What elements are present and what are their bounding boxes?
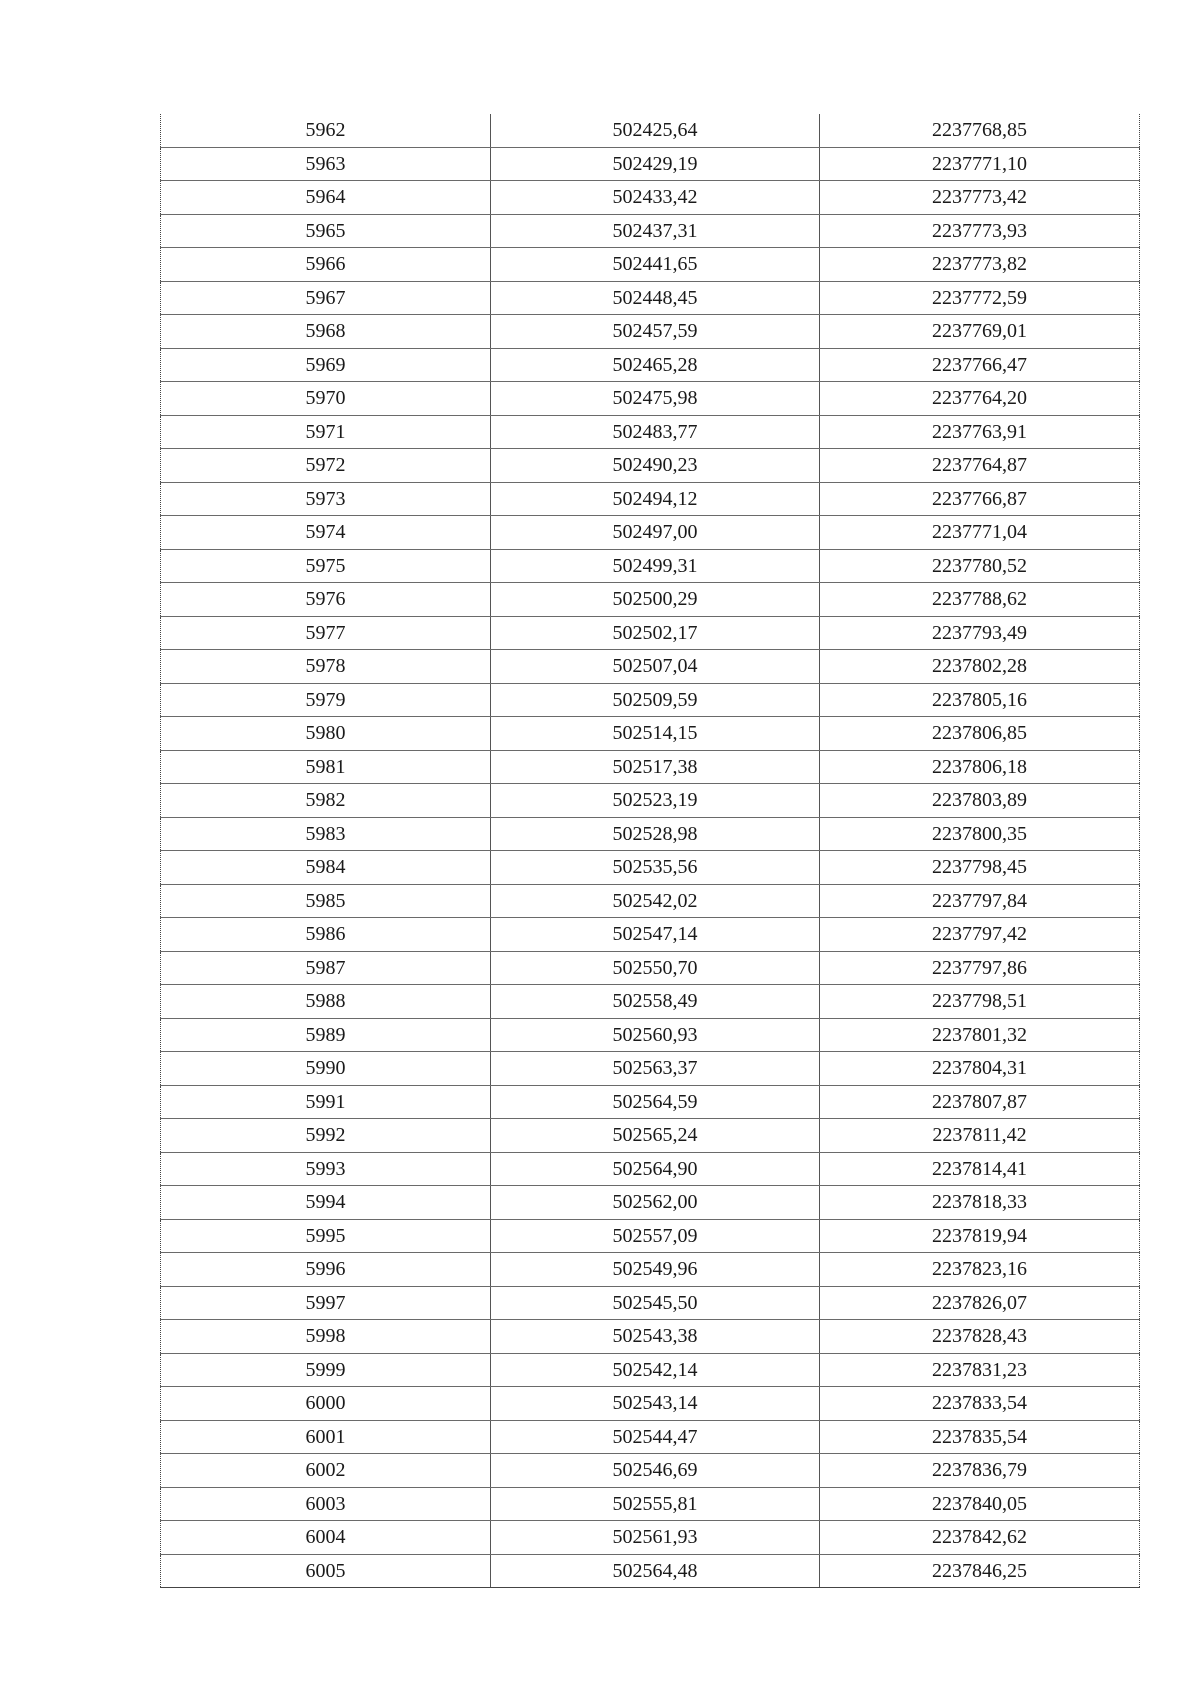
y-coordinate-cell: 2237806,18 <box>820 750 1140 784</box>
table-row <box>161 1521 1140 1555</box>
table-row <box>161 248 1140 282</box>
point-number-cell: 5980 <box>161 717 491 751</box>
y-coordinate-cell: 2237811,42 <box>820 1119 1140 1153</box>
y-coordinate-cell: 2237846,25 <box>820 1554 1140 1588</box>
y-coordinate-cell: 2237836,79 <box>820 1454 1140 1488</box>
x-coordinate-cell: 502542,02 <box>491 884 820 918</box>
table-row <box>161 1554 1140 1588</box>
table-row <box>161 1018 1140 1052</box>
x-coordinate-cell: 502448,45 <box>491 281 820 315</box>
y-coordinate-cell: 2237823,16 <box>820 1253 1140 1287</box>
y-coordinate-cell: 2237797,42 <box>820 918 1140 952</box>
table-row <box>161 114 1140 147</box>
table-row <box>161 516 1140 550</box>
x-coordinate-cell: 502433,42 <box>491 181 820 215</box>
x-coordinate-cell: 502564,90 <box>491 1152 820 1186</box>
y-coordinate-cell: 2237798,51 <box>820 985 1140 1019</box>
table-row <box>161 1320 1140 1354</box>
table-row <box>161 616 1140 650</box>
y-coordinate-cell: 2237807,87 <box>820 1085 1140 1119</box>
point-number-cell: 5983 <box>161 817 491 851</box>
point-number-cell: 5977 <box>161 616 491 650</box>
x-coordinate-cell: 502494,12 <box>491 482 820 516</box>
x-coordinate-cell: 502497,00 <box>491 516 820 550</box>
point-number-cell: 5974 <box>161 516 491 550</box>
point-number-cell: 5986 <box>161 918 491 952</box>
x-coordinate-cell: 502437,31 <box>491 214 820 248</box>
x-coordinate-cell: 502500,29 <box>491 583 820 617</box>
table-row <box>161 1387 1140 1421</box>
table-row <box>161 1119 1140 1153</box>
table-row <box>161 918 1140 952</box>
table-row <box>161 1052 1140 1086</box>
table-row <box>161 1353 1140 1387</box>
y-coordinate-cell: 2237769,01 <box>820 315 1140 349</box>
y-coordinate-cell: 2237826,07 <box>820 1286 1140 1320</box>
point-number-cell: 5987 <box>161 951 491 985</box>
point-number-cell: 5996 <box>161 1253 491 1287</box>
y-coordinate-cell: 2237800,35 <box>820 817 1140 851</box>
point-number-cell: 5976 <box>161 583 491 617</box>
point-number-cell: 5990 <box>161 1052 491 1086</box>
table-row <box>161 650 1140 684</box>
x-coordinate-cell: 502561,93 <box>491 1521 820 1555</box>
point-number-cell: 5999 <box>161 1353 491 1387</box>
x-coordinate-cell: 502509,59 <box>491 683 820 717</box>
y-coordinate-cell: 2237806,85 <box>820 717 1140 751</box>
x-coordinate-cell: 502564,48 <box>491 1554 820 1588</box>
y-coordinate-cell: 2237773,93 <box>820 214 1140 248</box>
table-row <box>161 382 1140 416</box>
y-coordinate-cell: 2237798,45 <box>820 851 1140 885</box>
point-number-cell: 5967 <box>161 281 491 315</box>
x-coordinate-cell: 502502,17 <box>491 616 820 650</box>
y-coordinate-cell: 2237818,33 <box>820 1186 1140 1220</box>
point-number-cell: 5970 <box>161 382 491 416</box>
x-coordinate-cell: 502543,38 <box>491 1320 820 1354</box>
table-row <box>161 147 1140 181</box>
y-coordinate-cell: 2237768,85 <box>820 114 1140 147</box>
table-row <box>161 583 1140 617</box>
point-number-cell: 5962 <box>161 114 491 147</box>
table-row <box>161 1085 1140 1119</box>
x-coordinate-cell: 502535,56 <box>491 851 820 885</box>
x-coordinate-cell: 502528,98 <box>491 817 820 851</box>
point-number-cell: 6000 <box>161 1387 491 1421</box>
point-number-cell: 5966 <box>161 248 491 282</box>
y-coordinate-cell: 2237828,43 <box>820 1320 1140 1354</box>
x-coordinate-cell: 502543,14 <box>491 1387 820 1421</box>
point-number-cell: 5995 <box>161 1219 491 1253</box>
y-coordinate-cell: 2237780,52 <box>820 549 1140 583</box>
y-coordinate-cell: 2237804,31 <box>820 1052 1140 1086</box>
table-row <box>161 851 1140 885</box>
y-coordinate-cell: 2237773,82 <box>820 248 1140 282</box>
point-number-cell: 5993 <box>161 1152 491 1186</box>
x-coordinate-cell: 502560,93 <box>491 1018 820 1052</box>
table-row <box>161 549 1140 583</box>
point-number-cell: 5981 <box>161 750 491 784</box>
y-coordinate-cell: 2237763,91 <box>820 415 1140 449</box>
x-coordinate-cell: 502483,77 <box>491 415 820 449</box>
table-row <box>161 415 1140 449</box>
table-row <box>161 884 1140 918</box>
point-number-cell: 5988 <box>161 985 491 1019</box>
point-number-cell: 5973 <box>161 482 491 516</box>
point-number-cell: 5969 <box>161 348 491 382</box>
x-coordinate-cell: 502557,09 <box>491 1219 820 1253</box>
point-number-cell: 5965 <box>161 214 491 248</box>
table-row <box>161 1219 1140 1253</box>
table-row <box>161 348 1140 382</box>
table-row <box>161 1487 1140 1521</box>
x-coordinate-cell: 502545,50 <box>491 1286 820 1320</box>
x-coordinate-cell: 502565,24 <box>491 1119 820 1153</box>
point-number-cell: 5985 <box>161 884 491 918</box>
table-row <box>161 784 1140 818</box>
y-coordinate-cell: 2237771,04 <box>820 516 1140 550</box>
y-coordinate-cell: 2237814,41 <box>820 1152 1140 1186</box>
y-coordinate-cell: 2237797,86 <box>820 951 1140 985</box>
table-row <box>161 1186 1140 1220</box>
point-number-cell: 5968 <box>161 315 491 349</box>
point-number-cell: 5963 <box>161 147 491 181</box>
table-row <box>161 1253 1140 1287</box>
x-coordinate-cell: 502517,38 <box>491 750 820 784</box>
x-coordinate-cell: 502544,47 <box>491 1420 820 1454</box>
table-row <box>161 214 1140 248</box>
y-coordinate-cell: 2237801,32 <box>820 1018 1140 1052</box>
table-row <box>161 1420 1140 1454</box>
y-coordinate-cell: 2237771,10 <box>820 147 1140 181</box>
x-coordinate-cell: 502499,31 <box>491 549 820 583</box>
point-number-cell: 5984 <box>161 851 491 885</box>
y-coordinate-cell: 2237788,62 <box>820 583 1140 617</box>
y-coordinate-cell: 2237833,54 <box>820 1387 1140 1421</box>
point-number-cell: 6003 <box>161 1487 491 1521</box>
y-coordinate-cell: 2237805,16 <box>820 683 1140 717</box>
table-row <box>161 683 1140 717</box>
table-row <box>161 281 1140 315</box>
point-number-cell: 5998 <box>161 1320 491 1354</box>
point-number-cell: 5975 <box>161 549 491 583</box>
x-coordinate-cell: 502562,00 <box>491 1186 820 1220</box>
table-row <box>161 1152 1140 1186</box>
x-coordinate-cell: 502457,59 <box>491 315 820 349</box>
x-coordinate-cell: 502475,98 <box>491 382 820 416</box>
point-number-cell: 5964 <box>161 181 491 215</box>
y-coordinate-cell: 2237835,54 <box>820 1420 1140 1454</box>
table-row <box>161 750 1140 784</box>
x-coordinate-cell: 502549,96 <box>491 1253 820 1287</box>
table-row <box>161 181 1140 215</box>
y-coordinate-cell: 2237764,87 <box>820 449 1140 483</box>
x-coordinate-cell: 502507,04 <box>491 650 820 684</box>
table-row <box>161 1454 1140 1488</box>
table-row <box>161 951 1140 985</box>
x-coordinate-cell: 502425,64 <box>491 114 820 147</box>
y-coordinate-cell: 2237802,28 <box>820 650 1140 684</box>
y-coordinate-cell: 2237840,05 <box>820 1487 1140 1521</box>
y-coordinate-cell: 2237793,49 <box>820 616 1140 650</box>
x-coordinate-cell: 502441,65 <box>491 248 820 282</box>
x-coordinate-cell: 502555,81 <box>491 1487 820 1521</box>
coordinates-table <box>160 114 1140 1588</box>
point-number-cell: 5991 <box>161 1085 491 1119</box>
x-coordinate-cell: 502546,69 <box>491 1454 820 1488</box>
point-number-cell: 5982 <box>161 784 491 818</box>
point-number-cell: 5989 <box>161 1018 491 1052</box>
y-coordinate-cell: 2237842,62 <box>820 1521 1140 1555</box>
y-coordinate-cell: 2237766,87 <box>820 482 1140 516</box>
y-coordinate-cell: 2237772,59 <box>820 281 1140 315</box>
point-number-cell: 6004 <box>161 1521 491 1555</box>
x-coordinate-cell: 502429,19 <box>491 147 820 181</box>
x-coordinate-cell: 502558,49 <box>491 985 820 1019</box>
y-coordinate-cell: 2237766,47 <box>820 348 1140 382</box>
y-coordinate-cell: 2237803,89 <box>820 784 1140 818</box>
x-coordinate-cell: 502514,15 <box>491 717 820 751</box>
y-coordinate-cell: 2237819,94 <box>820 1219 1140 1253</box>
point-number-cell: 6002 <box>161 1454 491 1488</box>
x-coordinate-cell: 502564,59 <box>491 1085 820 1119</box>
point-number-cell: 5997 <box>161 1286 491 1320</box>
point-number-cell: 5992 <box>161 1119 491 1153</box>
table-row <box>161 717 1140 751</box>
point-number-cell: 5972 <box>161 449 491 483</box>
x-coordinate-cell: 502563,37 <box>491 1052 820 1086</box>
x-coordinate-cell: 502490,23 <box>491 449 820 483</box>
table-row <box>161 817 1140 851</box>
table-row <box>161 449 1140 483</box>
y-coordinate-cell: 2237773,42 <box>820 181 1140 215</box>
y-coordinate-cell: 2237831,23 <box>820 1353 1140 1387</box>
y-coordinate-cell: 2237797,84 <box>820 884 1140 918</box>
table-row <box>161 985 1140 1019</box>
coordinates-table-body <box>161 114 1140 1588</box>
x-coordinate-cell: 502542,14 <box>491 1353 820 1387</box>
x-coordinate-cell: 502547,14 <box>491 918 820 952</box>
point-number-cell: 5994 <box>161 1186 491 1220</box>
table-row <box>161 482 1140 516</box>
point-number-cell: 5978 <box>161 650 491 684</box>
point-number-cell: 6001 <box>161 1420 491 1454</box>
table-row <box>161 315 1140 349</box>
point-number-cell: 6005 <box>161 1554 491 1588</box>
y-coordinate-cell: 2237764,20 <box>820 382 1140 416</box>
x-coordinate-cell: 502550,70 <box>491 951 820 985</box>
x-coordinate-cell: 502523,19 <box>491 784 820 818</box>
point-number-cell: 5979 <box>161 683 491 717</box>
point-number-cell: 5971 <box>161 415 491 449</box>
x-coordinate-cell: 502465,28 <box>491 348 820 382</box>
table-row <box>161 1286 1140 1320</box>
